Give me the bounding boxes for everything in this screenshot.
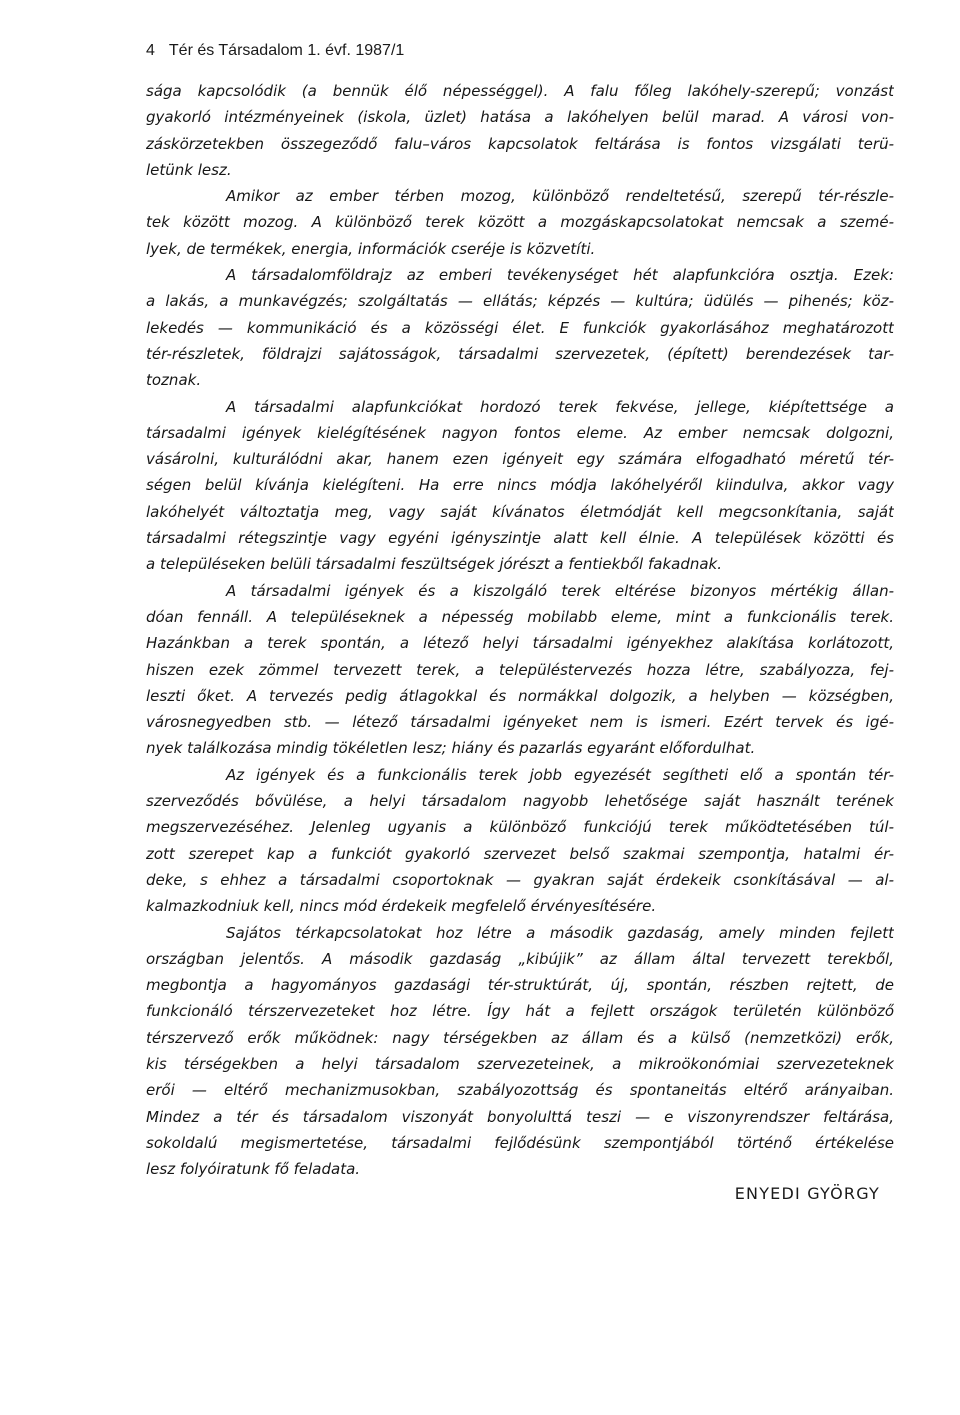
text-line: tér-részletek, földrajzi sajátosságok, társadalmi szervezetek, (épített) berendezések tar- — [146, 344, 894, 363]
text-line: megszervezéséhez. Jelenleg ugyanis a különböző funkciójú terek működtetésében túl- — [146, 818, 894, 837]
text-line: országban jelentős. A második gazdaság „kibújik” az állam által tervezett terekből, — [146, 949, 894, 968]
text-line: sága kapcsolódik (a bennük élő népességgel). A falu főleg lakóhely-szerepű; vonzást — [146, 82, 894, 100]
text-line: A társadalomföldrajz az emberi tevékenységet hét alapfunkcióra osztja. Ezek: — [226, 266, 894, 285]
text-line: leszti őket. A tervezés pedig átlagokkal és normákkal dolgozik, a helyben — községben, — [146, 686, 894, 705]
text-line: a településeken belüli társadalmi feszültségek jórészt a fentiekből fakadnak. — [146, 555, 723, 574]
text-line: társadalmi rétegszintje vagy egyéni igényszintje alatt kell élnie. A települések közötti és — [146, 529, 894, 548]
text-line: A társadalmi igények és a kiszolgáló terek eltérése bizonyos mértékig állan- — [226, 581, 894, 600]
text-line: tek között mozog. A különböző terek között a mozgáskapcsolatokat nemcsak a szemé- — [146, 213, 894, 232]
text-line: erői — eltérő mechanizmusokban, szabályozottság és spontaneitás eltérő arányaiban. — [146, 1081, 894, 1100]
text-line: megbontja a hagyományos gazdasági tér-struktúrát, új, spontán, részben rejtett, de — [146, 976, 894, 995]
text-line: lesz folyóiratunk fő feladata. — [146, 1160, 361, 1179]
text-line: társadalmi igények kielégítésének nagyon fontos eleme. Az ember nemcsak dolgozni, — [146, 423, 894, 442]
text-line: városnegyedben stb. — létező társadalmi igényeket nem is ismeri. Ezért tervek és igé- — [146, 713, 894, 732]
text-line: deke, s ehhez a társadalmi csoportoknak — gyakran saját érdekeik csonkításával — al- — [146, 870, 894, 889]
page-header — [146, 42, 404, 60]
text-line: toznak. — [146, 371, 202, 390]
page-number: 4 — [146, 42, 155, 59]
text-line: kis térségekben a helyi társadalom szervezeteinek, a mikroökonómiai szervezeteknek — [146, 1054, 894, 1073]
text-line: Az igények és a funkcionális terek jobb egyezését segítheti elő a spontán tér- — [226, 765, 894, 784]
text-line: hiszen ezek zömmel tervezett terek, a településtervezés hozza létre, szabályozza, fej- — [146, 660, 894, 679]
author-signature: ENYEDI GYÖRGY — [734, 1184, 880, 1203]
text-line: nyek találkozása mindig tökéletlen lesz; hiány és pazarlás egyaránt előfordulhat. — [146, 739, 756, 758]
text-line: kalmazkodniuk kell, nincs mód érdekeik megfelelő érvényesítésére. — [146, 897, 657, 916]
text-line: ségen belül kívánja kielégíteni. Ha erre nincs módja lakóhelyéről kiindulva, akkor vagy — [146, 476, 894, 495]
text-line: záskörzetekben összegeződő falu–város kapcsolatok feltárása is fontos vizsgálati terü- — [146, 134, 894, 153]
text-line: Sajátos térkapcsolatokat hoz létre a második gazdaság, amely minden fejlett — [226, 923, 894, 942]
text-line: dóan fennáll. A településeknek a népesség mobilabb eleme, mint a funkcionális terek. — [146, 607, 894, 626]
text-line: gyakorló intézményeinek (iskola, üzlet) hatása a lakóhelyen belül marad. A városi von- — [146, 108, 894, 127]
text-line: A társadalmi alapfunkciókat hordozó terek fekvése, jellege, kiépítettsége a — [226, 397, 894, 416]
text-line: lyek, de termékek, energia, információk cseréje is közvetíti. — [146, 239, 596, 258]
journal-title: Tér és Társadalom 1. évf. 1987/1 — [168, 42, 405, 59]
text-line: Amikor az ember térben mozog, különböző rendeltetésű, szerepű tér-részle- — [226, 187, 894, 206]
text-line: lakóhelyét változtatja meg, vagy saját kívánatos életmódját kell megcsonkítania, saját — [146, 502, 894, 521]
text-line: szerveződés bővülése, a helyi társadalom nagyobb lehetősége saját használt terének — [146, 792, 894, 811]
text-line: a lakás, a munkavégzés; szolgáltatás — ellátás; képzés — kultúra; üdülés — pihenés; köz- — [146, 292, 894, 311]
text-line: funkcionáló térszervezeteket hoz létre. Így hát a fejlett országok területén különböző — [146, 1002, 894, 1021]
text-line: letünk lesz. — [146, 160, 232, 179]
text-line: vásárolni, kulturálódni akar, hanem ezen igényeit egy számára elfogadható méretű tér- — [146, 450, 894, 469]
text-line: lekedés — kommunikáció és a közösségi élet. E funkciók gyakorlásához meghatározott — [146, 318, 894, 337]
text-line: zott szerepet kap a funkciót gyakorló szervezet belső szakmai szempontja, hatalmi ér- — [146, 844, 894, 863]
text-line: sokoldalú megismertetése, társadalmi fejlődésünk szempontjából történő értékelése — [146, 1133, 894, 1152]
text-line: térszervező erők működnek: nagy térségekben az állam és a külső (nemzetközi) erők, — [146, 1028, 894, 1047]
article-text — [146, 78, 894, 1182]
text-line: Hazánkban a terek spontán, a létező helyi társadalmi igényekhez alakítása korlátozott, — [146, 634, 894, 653]
text-line: Mindez a tér és társadalom viszonyát bonyolulttá teszi — e viszonyrendszer feltárása, — [146, 1107, 894, 1126]
